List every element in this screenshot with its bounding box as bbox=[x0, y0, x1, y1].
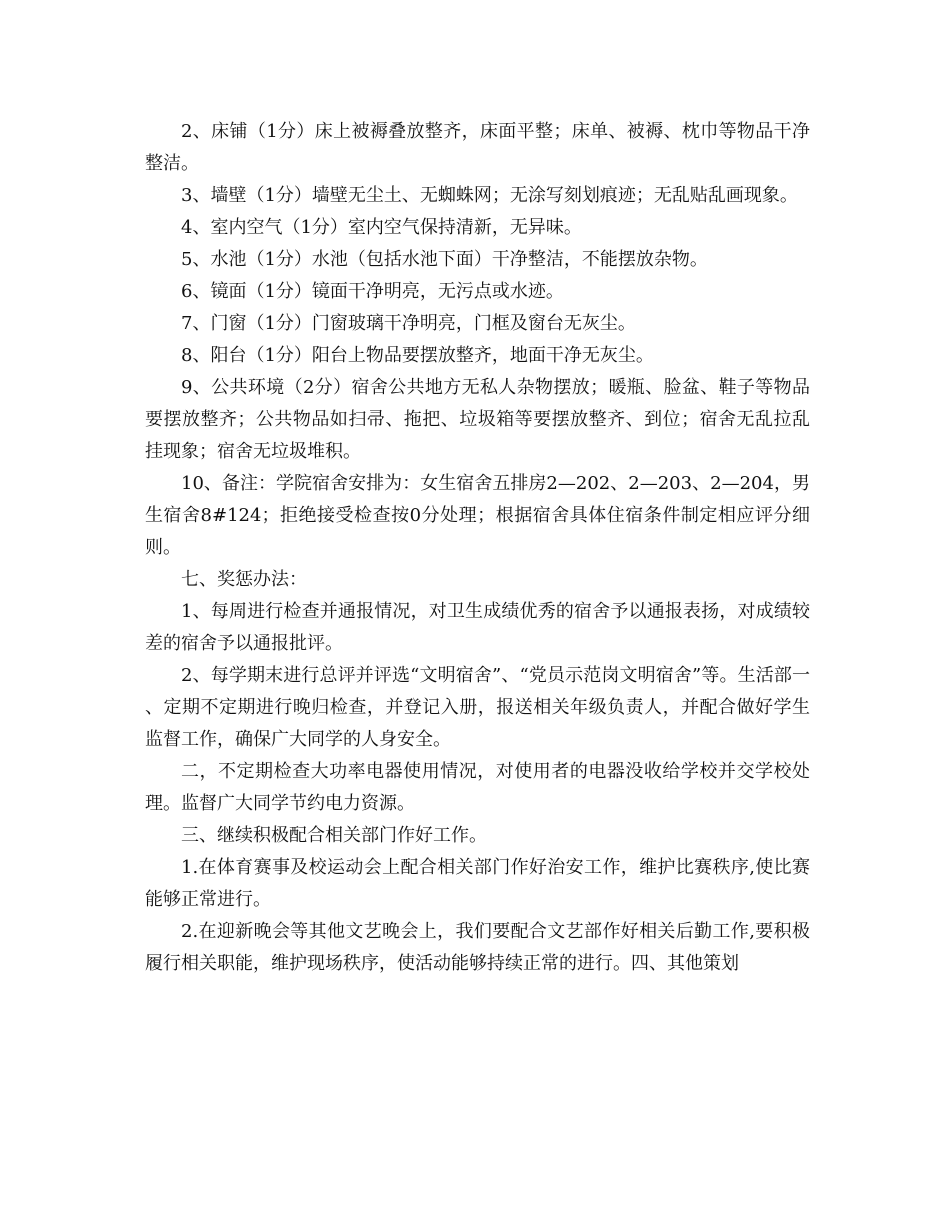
paragraph-electrical-check: 二，不定期检查大功率电器使用情况，对使用者的电器没收给学校并交学校处理。监督广大同学节约电力资源。 bbox=[145, 761, 810, 814]
section-heading-rewards: 七、奖惩办法： bbox=[181, 569, 307, 590]
paragraph-doors-windows: 7、门窗（1分）门窗玻璃干净明亮，门框及窗台无灰尘。 bbox=[181, 313, 636, 334]
section-heading-cooperation: 三、继续积极配合相关部门作好工作。 bbox=[181, 825, 487, 846]
paragraph-wall: 3、墙壁（1分）墙壁无尘土、无蜘蛛网；无涂写刻划痕迹；无乱贴乱画现象。 bbox=[181, 185, 798, 206]
paragraph-bed: 2、床铺（1分）床上被褥叠放整齐，床面平整；床单、被褥、枕巾等物品干净整洁。 bbox=[145, 121, 810, 174]
paragraph-mirror: 6、镜面（1分）镜面干净明亮，无污点或水迹。 bbox=[181, 281, 564, 302]
paragraph-balcony: 8、阳台（1分）阳台上物品要摆放整齐，地面干净无灰尘。 bbox=[181, 345, 654, 366]
paragraph-sports-events: 1.在体育赛事及校运动会上配合相关部门作好治安工作，维护比赛秩序,使比赛能够正常进行。 bbox=[145, 857, 810, 910]
paragraph-indoor-air: 4、室内空气（1分）室内空气保持清新，无异味。 bbox=[181, 217, 582, 238]
paragraph-sink: 5、水池（1分）水池（包括水池下面）干净整洁，不能摆放杂物。 bbox=[181, 249, 708, 270]
paragraph-remarks: 10、备注：学院宿舍安排为：女生宿舍五排房2—202、2—203、2—204，男生宿舍8#124；拒绝接受检查按0分处理；根据宿舍具体住宿条件制定相应评分细则。 bbox=[145, 473, 810, 558]
document-body bbox=[145, 116, 810, 980]
paragraph-evening-gala: 2.在迎新晚会等其他文艺晚会上，我们要配合文艺部作好相关后勤工作,要积极履行相关职能，维护现场秩序，使活动能够持续正常的进行。四、其他策划 bbox=[145, 921, 810, 974]
paragraph-public-environment: 9、公共环境（2分）宿舍公共地方无私人杂物摆放；暖瓶、脸盆、鞋子等物品要摆放整齐；公共物品如扫帚、拖把、垃圾箱等要摆放整齐、到位；宿舍无乱拉乱挂现象；宿舍无垃圾堆积。 bbox=[145, 377, 810, 462]
paragraph-term-evaluation: 2、每学期末进行总评并评选“文明宿舍”、“党员示范岗文明宿舍”等。生活部一、定期不定期进行晚归检查，并登记入册，报送相关年级负责人，并配合做好学生监督工作，确保广大同学的人身安全。 bbox=[145, 665, 810, 750]
paragraph-weekly-check: 1、每周进行检查并通报情况，对卫生成绩优秀的宿舍予以通报表扬，对成绩较差的宿舍予以通报批评。 bbox=[145, 601, 810, 654]
